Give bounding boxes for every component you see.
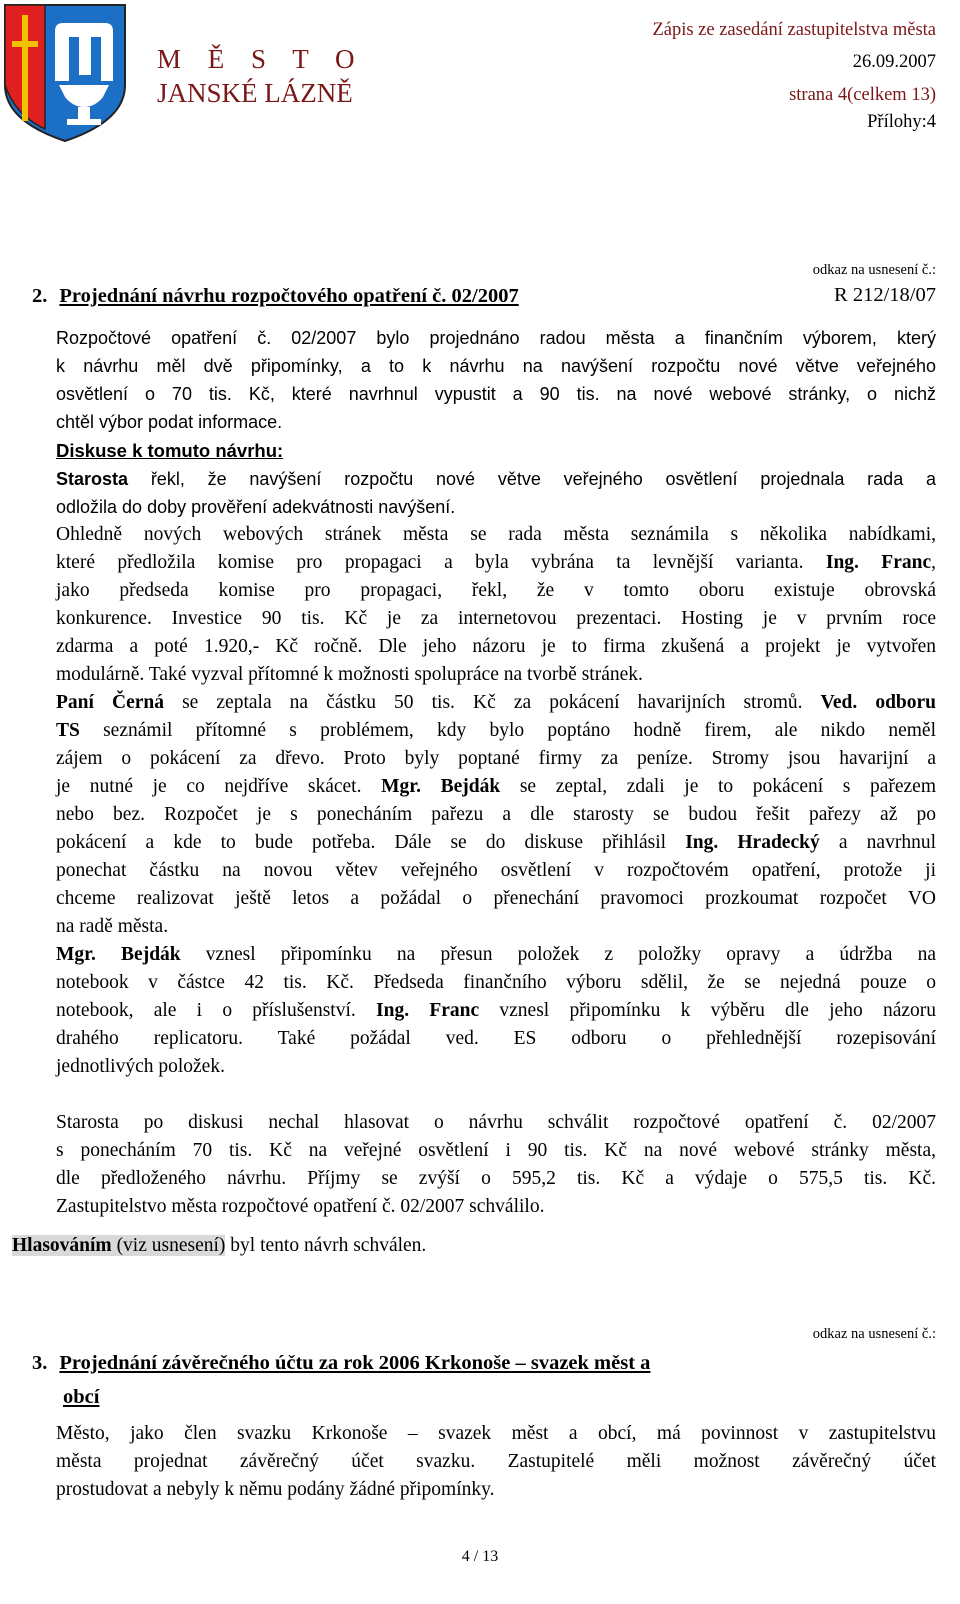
text-line: na radě města. bbox=[56, 916, 169, 937]
text-line: chtěl výbor podat informace. bbox=[56, 412, 283, 432]
section-number: 3. bbox=[32, 1352, 48, 1374]
notebook-paragraph bbox=[56, 941, 936, 1081]
document-title: Zápis ze zasedání zastupitelstva města bbox=[652, 20, 936, 40]
text-fragment: , bbox=[931, 552, 936, 573]
text-line: odložila do doby prověření adekvátnosti navýšení. bbox=[56, 497, 456, 517]
text-line: prostudovat a nebyly k němu podány žádné připomínky. bbox=[56, 1479, 495, 1500]
text-fragment: pokácení a kde to bude potřeba. Dále se do diskuse přihlásil bbox=[56, 832, 686, 853]
town-coat-of-arms-logo bbox=[3, 3, 127, 143]
intro-paragraph bbox=[56, 324, 936, 436]
text-line: Starosta po diskusi nechal hlasovat o návrhu schválit rozpočtové opatření č. 02/2007 bbox=[56, 1112, 936, 1133]
text-fragment: vznesl připomínku na přesun položek z položky opravy a údržba na bbox=[180, 944, 936, 965]
starosta-paragraph bbox=[56, 465, 936, 521]
text-line: jednotlivých položek. bbox=[56, 1056, 225, 1077]
section-title: Projednání závěrečného účtu za rok 2006 Krkonoše – svazek měst a bbox=[59, 1352, 651, 1374]
speaker-name: Ing. Franc bbox=[825, 552, 932, 573]
text-line: zdarma a poté 1.920,- Kč ročně. Dle jeho názoru je to firma zkušená a projekt je vytvořen bbox=[56, 636, 936, 657]
document-date: 26.09.2007 bbox=[852, 52, 936, 72]
text-line: k návrhu měl dvě připomínky, a to k návrhu na navýšení rozpočtu nové větve veřejného bbox=[56, 356, 936, 376]
speaker-name: Mgr. Bejdák bbox=[56, 944, 181, 965]
text-line: modulárně. Také vyzval přítomné k možnosti spolupráce na tvorbě stránek. bbox=[56, 664, 643, 685]
speaker-name: Paní Černá bbox=[56, 692, 164, 713]
speaker-name: TS bbox=[56, 720, 80, 741]
vote-label: Hlasováním bbox=[12, 1235, 112, 1256]
resolution-reference: R 212/18/07 bbox=[834, 284, 936, 306]
resolution-reference-label: odkaz na usnesení č.: bbox=[812, 262, 936, 278]
section-title: Projednání návrhu rozpočtového opatření č. 02/2007 bbox=[59, 285, 519, 307]
section-title-continued: obcí bbox=[63, 1386, 100, 1408]
text-fragment: a navrhnul bbox=[819, 832, 936, 853]
trees-paragraph bbox=[56, 689, 936, 941]
vote-outcome: byl tento návrh schválen. bbox=[225, 1235, 427, 1256]
text-line: zájem o pokácení za dřevo. Proto byly poptané firmy za peníze. Stromy jsou havarijní a bbox=[56, 748, 936, 769]
text-line: chceme realizovat ještě letos a požádal o přenechání pravomoci prozkoumat rozpočet VO bbox=[56, 888, 936, 909]
speaker-name: Starosta bbox=[56, 469, 129, 489]
text-line: Ohledně nových webových stránek města se rada města seznámila s několika nabídkami, bbox=[56, 524, 936, 545]
text-line: notebook v částce 42 tis. Kč. Předseda finančního výboru sdělil, že se nejedná pouze o bbox=[56, 972, 936, 993]
text-fragment: je nutné je co nejdříve skácet. bbox=[56, 776, 382, 797]
text-line: osvětlení o 70 tis. Kč, které navrhnul vypustit a 90 tis. na nové webové stránky, o nichž bbox=[56, 384, 936, 404]
text-line: ponechat částku na novou větev veřejného osvětlení v rozpočtovém opatření, protože ji bbox=[56, 860, 936, 881]
text-line: dle předloženého návrhu. Příjmy se zvýší o 595,2 tis. Kč a výdaje o 575,5 tis. Kč. bbox=[56, 1168, 936, 1189]
text-line: Rozpočtové opatření č. 02/2007 bylo projednáno radou města a finančním výborem, který bbox=[56, 328, 936, 348]
section-2-heading bbox=[32, 285, 519, 308]
town-name-line1: M Ě S T O bbox=[157, 44, 365, 74]
discussion-heading bbox=[56, 437, 936, 465]
resolution-reference-label: odkaz na usnesení č.: bbox=[812, 1326, 936, 1342]
section-3-body bbox=[56, 1420, 936, 1504]
text-line: konkurence. Investice 90 tis. Kč je za internetovou prezentaci. Hosting je v prvním roce bbox=[56, 608, 936, 629]
page-info: strana 4(celkem 13) bbox=[789, 85, 936, 105]
text-fragment: vznesl připomínku k výběru dle jeho názoru bbox=[479, 1000, 936, 1021]
vote-highlight bbox=[12, 1235, 225, 1256]
text-line: drahého replicatoru. Také požádal ved. ES odboru o přehlednější rozepisování bbox=[56, 1028, 936, 1049]
resolution-note: (viz usnesení) bbox=[111, 1235, 226, 1256]
speaker-name: Ing. Hradecký bbox=[685, 832, 820, 853]
text-line: Město, jako člen svazku Krkonoše – svazek měst a obcí, má povinnost v zastupitelstvu bbox=[56, 1423, 936, 1444]
website-paragraph bbox=[56, 521, 936, 689]
text-fragment: se zeptal, zdali je to pokácení s pařezem bbox=[500, 776, 937, 797]
section-3-heading bbox=[32, 1346, 650, 1414]
text-fragment: se zeptala na částku 50 tis. Kč za pokácení havarijních stromů. bbox=[164, 692, 821, 713]
speaker-name: Mgr. Bejdák bbox=[381, 776, 501, 797]
text-line: jako předseda komise pro propagaci, řekl, že v tomto oboru existuje obrovská bbox=[56, 580, 936, 601]
text-fragment: notebook, ale i o příslušenství. bbox=[56, 1000, 377, 1021]
section-number: 2. bbox=[32, 285, 48, 307]
text-line: nebo bez. Rozpočet je s ponecháním pařezu a dle starosty se budou řešit pařezy až po bbox=[56, 804, 936, 825]
attachments-count: Přílohy:4 bbox=[867, 112, 936, 132]
text-line: s ponecháním 70 tis. Kč na veřejné osvětlení i 90 tis. Kč na nové webové stránky města, bbox=[56, 1140, 936, 1161]
page-number: 4 / 13 bbox=[461, 1548, 499, 1565]
text-line: Zastupitelstvo města rozpočtové opatření č. 02/2007 schválilo. bbox=[56, 1196, 545, 1217]
town-name-line2: JANSKÉ LÁZNĚ bbox=[157, 78, 353, 108]
discussion-label: Diskuse k tomuto návrhu: bbox=[56, 440, 284, 461]
speaker-name: Ved. odboru bbox=[820, 692, 937, 713]
text-fragment: řekl, že navýšení rozpočtu nové větve veřejného osvětlení projednala rada a bbox=[128, 469, 936, 489]
text-fragment: které předložila komise pro propagaci a byla vybrána ta levnější varianta. bbox=[56, 552, 826, 573]
text-line: města projednat závěrečný účet svazku. Zastupitelé měli možnost závěrečný účet bbox=[56, 1451, 936, 1472]
vote-result bbox=[12, 1232, 426, 1260]
summary-paragraph bbox=[56, 1109, 936, 1221]
speaker-name: Ing. Franc bbox=[376, 1000, 480, 1021]
text-fragment: seznámil přítomné s problémem, kdy bylo poptáno hodně firem, ale nikdo neměl bbox=[79, 720, 936, 741]
